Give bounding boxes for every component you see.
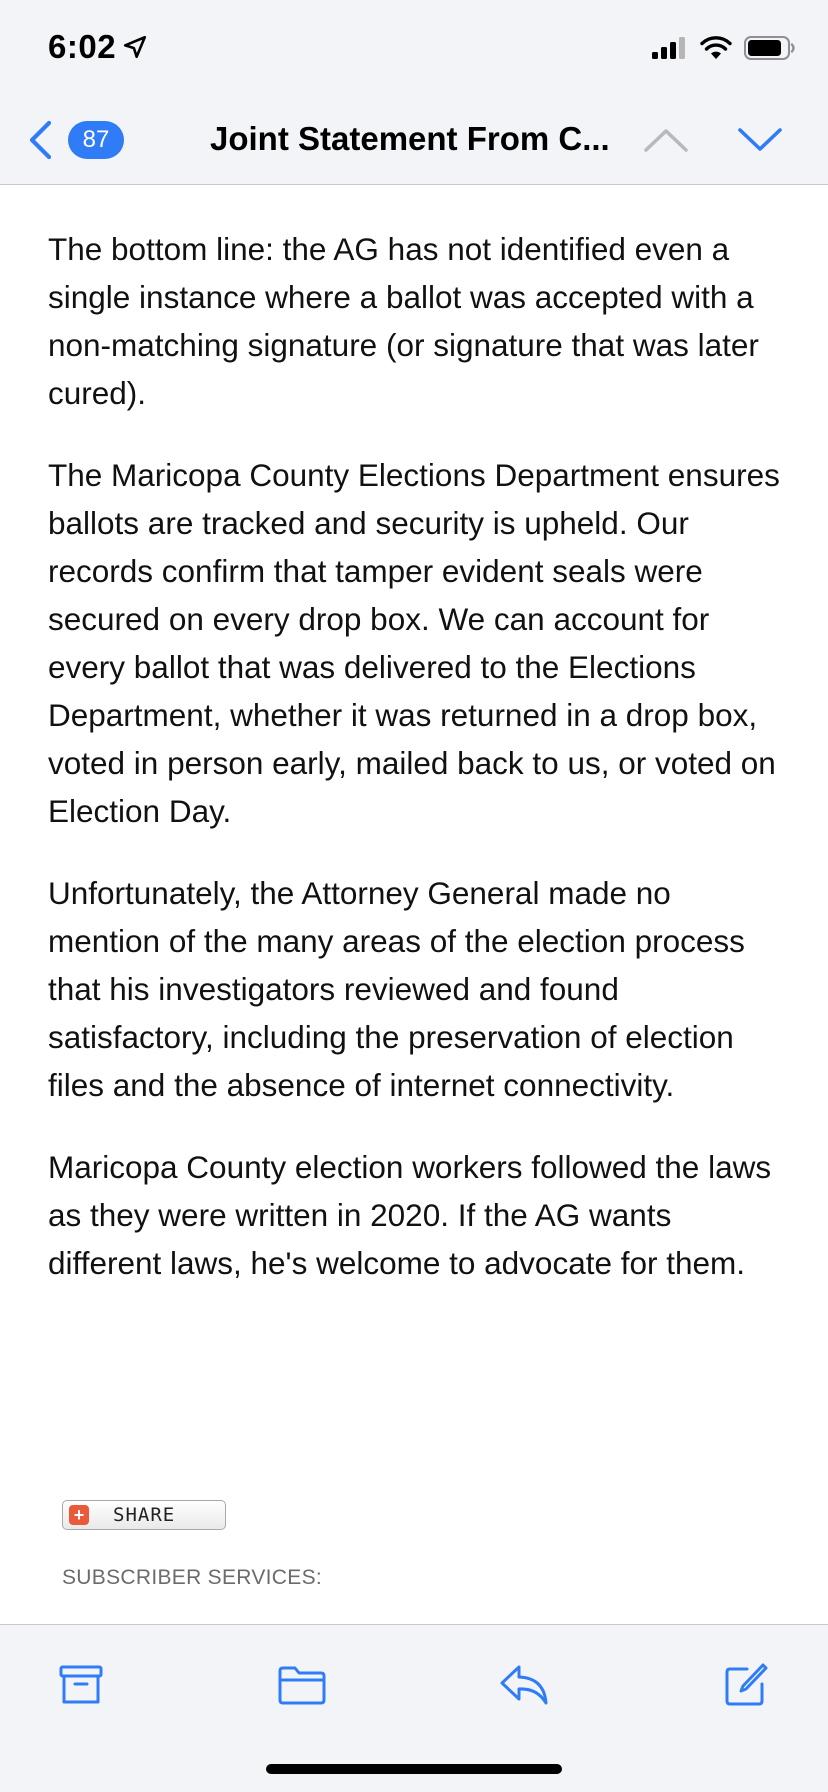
archive-icon [59,1664,103,1706]
share-button[interactable] [62,1500,226,1530]
status-time-group [48,28,148,66]
subscriber-services-label: SUBSCRIBER SERVICES: [62,1566,323,1589]
body-paragraph: The bottom line: the AG has not identified even a single instance where a ballot was accepted with a non-matching signature (or signature that was later cured). [48,231,759,411]
location-arrow-icon [122,34,148,60]
navigation-bar [0,100,828,185]
reply-button[interactable] [496,1657,552,1713]
chevron-left-icon [27,120,53,160]
battery-icon [744,36,796,60]
status-time: 6:02 [48,28,117,65]
cellular-signal-icon [652,37,688,59]
back-button[interactable] [22,118,58,162]
home-indicator[interactable] [266,1764,562,1774]
wifi-icon [700,36,732,60]
next-message-button[interactable] [734,118,786,162]
compose-icon [723,1662,769,1708]
body-paragraph: Maricopa County election workers followed the laws as they were written in 2020. If the AG wants different laws, he's welcome to advocate for them. [48,1149,772,1281]
body-paragraph: Unfortunately, the Attorney General made no mention of the many areas of the election process that his investigators reviewed and found satisfactory, including the preservation of election files and the absence of internet connectivity. [48,875,745,1103]
status-indicators [652,36,796,60]
share-label: SHARE [113,1504,176,1526]
plus-icon: + [69,1505,89,1525]
status-bar [0,0,828,100]
move-to-folder-button[interactable] [274,1657,330,1713]
folder-icon [277,1665,327,1705]
compose-button[interactable] [718,1657,774,1713]
chevron-down-icon [737,127,783,153]
body-paragraph: The Maricopa County Elections Department ensures ballots are tracked and security is upheld. Our records confirm that tamper evident seals were secured on every drop box. We can account for every ballot that was delivered to the Elections Department, whether it was returned in a drop box, voted in person early, mailed back to us, or voted on Election Day. [48,457,780,829]
chevron-up-icon [643,127,689,153]
message-body [48,225,788,1321]
message-subject-title: Joint Statement From C... [210,120,610,157]
unread-count-badge[interactable]: 87 [68,121,124,159]
reply-icon [499,1664,549,1706]
previous-message-button[interactable] [640,118,692,162]
archive-button[interactable] [53,1657,109,1713]
